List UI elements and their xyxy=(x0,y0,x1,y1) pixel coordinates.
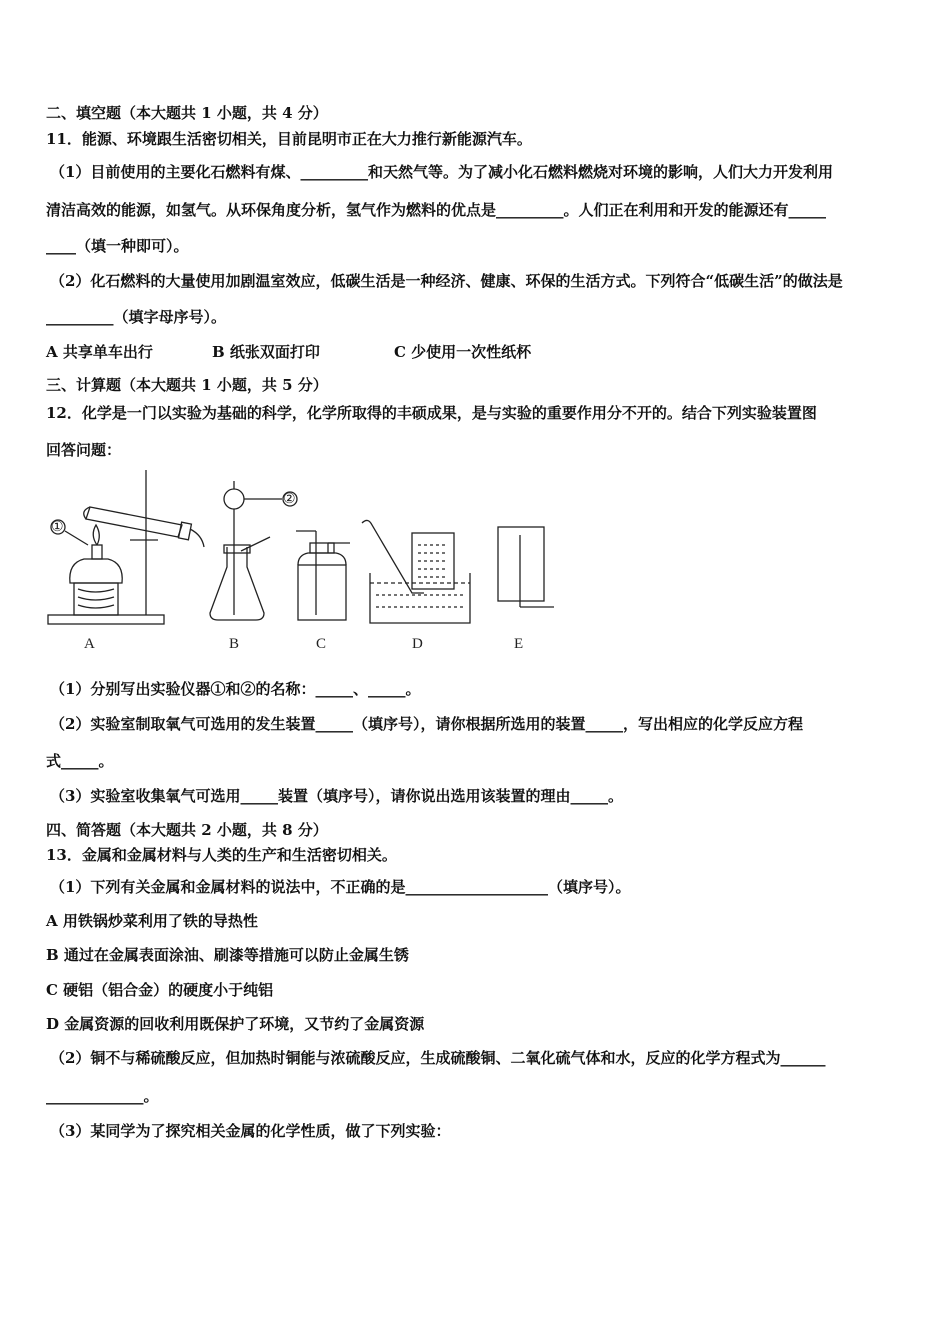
apparatus-diagram xyxy=(40,465,570,660)
figure-label-d: D xyxy=(412,636,423,652)
q13-option-d: D 金属资源的回收利用既保护了环境，又节约了金属资源 xyxy=(46,1015,425,1033)
q12-part2-line2: 式_____。 xyxy=(46,752,114,770)
q13-part2-line2: _____________。 xyxy=(46,1087,159,1105)
figure-marker-1: ① xyxy=(51,520,64,535)
section-4-header: 四、简答题（本大题共 2 小题，共 8 分） xyxy=(46,821,328,839)
figure-label-c: C xyxy=(316,636,327,652)
q13-option-a: A 用铁锅炒菜利用了铁的导热性 xyxy=(46,912,258,930)
q11-stem: 11．能源、环境跟生活密切相关，目前昆明市正在大力推行新能源汽车。 xyxy=(46,130,532,148)
q13-stem: 13．金属和金属材料与人类的生产和生活密切相关。 xyxy=(46,846,397,864)
q11-part1-line1: （1）目前使用的主要化石燃料有煤、_________和天然气等。为了减小化石燃料燃烧对环境的影响，人们大力开发利用 xyxy=(50,163,833,181)
q12-part2-line1: （2）实验室制取氧气可选用的发生装置_____（填序号），请你根据所选用的装置_____，写出相应的化学反应方程 xyxy=(50,715,803,733)
q11-part2-line1: （2）化石燃料的大量使用加剧温室效应，低碳生活是一种经济、健康、环保的生活方式。下列符合“低碳生活”的做法是 xyxy=(50,272,843,290)
q13-option-c: C 硬铝（铝合金）的硬度小于纯铝 xyxy=(46,981,274,999)
apparatus-e xyxy=(498,527,554,607)
q13-part3: （3）某同学为了探究相关金属的化学性质，做了下列实验： xyxy=(50,1122,451,1140)
apparatus-figure xyxy=(40,465,570,660)
figure-label-b: B xyxy=(229,636,240,652)
q11-option-b: B 纸张双面打印 xyxy=(212,343,320,361)
q11-part1-line2: 清洁高效的能源，如氢气。从环保角度分析，氢气作为燃料的优点是_________。人们正在利用和开发的能源还有_____ xyxy=(46,201,827,219)
q12-part1: （1）分别写出实验仪器①和②的名称：_____、_____。 xyxy=(50,680,421,698)
q11-option-a: A 共享单车出行 xyxy=(46,343,153,361)
section-2-header: 二、填空题（本大题共 1 小题，共 4 分） xyxy=(46,104,328,122)
q11-option-c: C 少使用一次性纸杯 xyxy=(394,343,532,361)
q12-line1: 12．化学是一门以实验为基础的科学，化学所取得的丰硕成果，是与实验的重要作用分不开的。结合下列实验装置图 xyxy=(46,404,817,422)
apparatus-c xyxy=(296,531,350,620)
apparatus-a xyxy=(48,470,204,624)
q13-option-b: B 通过在金属表面涂油、刷漆等措施可以防止金属生锈 xyxy=(46,946,409,964)
q11-part2-line2: _________（填字母序号）。 xyxy=(46,308,227,326)
q12-line2: 回答问题： xyxy=(46,441,122,459)
figure-label-a: A xyxy=(84,636,95,652)
q13-part1: （1）下列有关金属和金属材料的说法中，不正确的是___________________（填序号）。 xyxy=(50,878,631,896)
q11-part1-line3: ____（填一种即可）。 xyxy=(46,237,189,255)
figure-marker-2: ② xyxy=(283,492,296,507)
q13-part2-line1: （2）铜不与稀硫酸反应，但加热时铜能与浓硫酸反应，生成硫酸铜、二氧化硫气体和水，反应的化学方程式为______ xyxy=(50,1049,826,1067)
section-3-header: 三、计算题（本大题共 1 小题，共 5 分） xyxy=(46,376,328,394)
q12-part3: （3）实验室收集氧气可选用_____装置（填序号），请你说出选用该装置的理由_____。 xyxy=(50,787,623,805)
apparatus-d xyxy=(362,520,470,623)
figure-label-e: E xyxy=(514,636,524,652)
